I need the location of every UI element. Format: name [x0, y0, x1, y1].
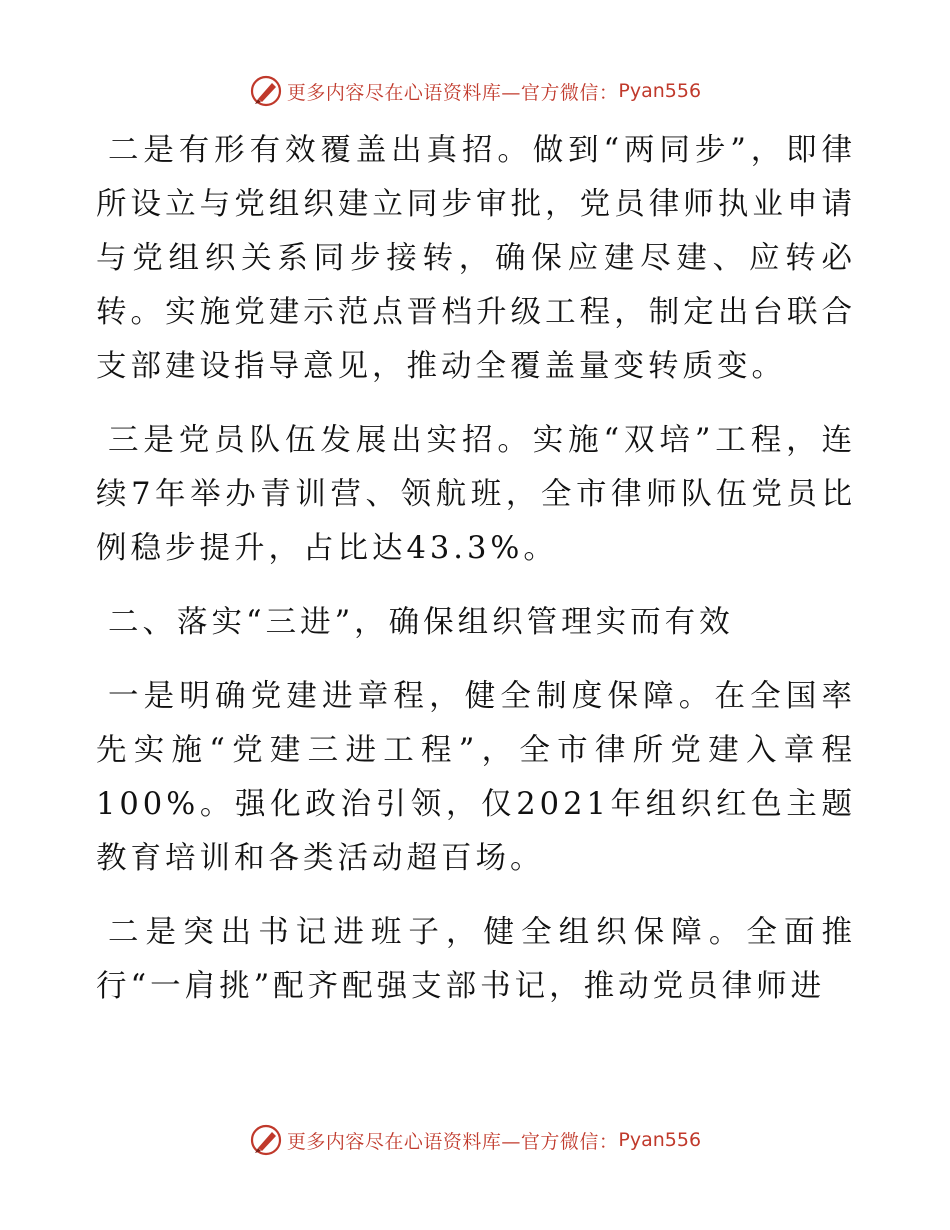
paragraph: 三是党员队伍发展出实招。实施“双培”工程，连续7年举办青训营、领航班，全市律师队伍党员比例稳步提升，占比达43.3%。	[96, 423, 856, 566]
paragraph: 一是明确党建进章程，健全制度保障。在全国率先实施“党建三进工程”，全市律所党建入章程100%。强化政治引领，仅2021年组织红色主题教育培训和各类活动超百场。	[96, 679, 856, 876]
watermark-text: 更多内容尽在心语资料库—官方微信：	[286, 1130, 619, 1153]
section-heading: 二、落实“三进”，确保组织管理实而有效	[108, 605, 734, 640]
pen-logo-icon	[249, 74, 283, 108]
pen-logo-icon	[249, 1123, 283, 1157]
paragraph: 二是突出书记进班子，健全组织保障。全面推行“一肩挑”配齐配强支部书记，推动党员律师进	[96, 915, 856, 1004]
watermark-text: 更多内容尽在心语资料库—官方微信：	[286, 81, 619, 104]
paragraph: 二是有形有效覆盖出真招。做到“两同步”，即律所设立与党组织建立同步审批，党员律师执业申请与党组织关系同步接转，确保应建尽建、应转必转。实施党建示范点晋档升级工程，制定出台联合支部建设指导意见，推动全覆盖量变转质变。	[96, 133, 856, 384]
watermark-id: Pyan556	[618, 1129, 702, 1151]
document-body	[96, 124, 856, 1034]
footer-watermark	[0, 1120, 950, 1160]
header-watermark	[0, 71, 950, 111]
watermark-id: Pyan556	[618, 80, 702, 102]
